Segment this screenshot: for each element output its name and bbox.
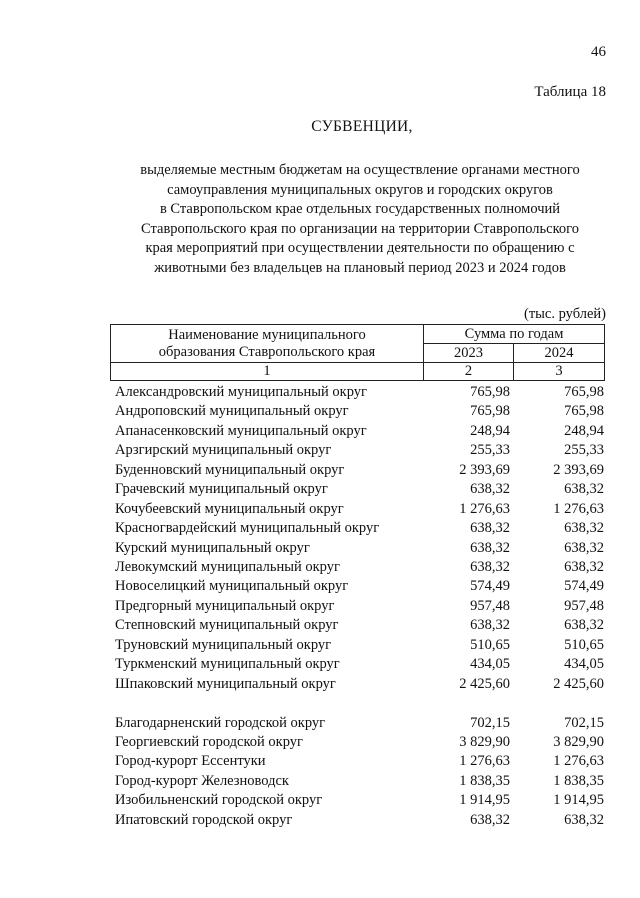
value-2023: 638,32 <box>470 558 510 575</box>
value-2023: 1 914,95 <box>459 792 510 809</box>
table-row <box>115 792 604 811</box>
value-2024: 638,32 <box>564 539 604 556</box>
table-row <box>115 442 604 461</box>
district-name: Грачевский муниципальный округ <box>115 481 328 498</box>
value-2023: 638,32 <box>470 539 510 556</box>
table-row <box>115 540 604 559</box>
table-row <box>115 734 604 753</box>
table-row <box>115 637 604 656</box>
table-row <box>115 578 604 597</box>
value-2024: 638,32 <box>564 520 604 537</box>
value-2024: 2 393,69 <box>553 461 604 478</box>
value-2024: 957,48 <box>564 597 604 614</box>
table-row <box>115 773 604 792</box>
municipal-districts-group <box>115 384 604 695</box>
value-2023: 1 838,35 <box>459 772 510 789</box>
district-name: Красногвардейский муниципальный округ <box>115 520 380 537</box>
value-2024: 2 425,60 <box>553 675 604 692</box>
district-name: Андроповский муниципальный округ <box>115 403 349 420</box>
value-2023: 1 276,63 <box>459 500 510 517</box>
table-row <box>115 423 604 442</box>
district-name: Георгиевский городской округ <box>115 733 303 750</box>
value-2024: 765,98 <box>564 384 604 400</box>
document-title: СУБВЕНЦИИ, <box>311 118 413 135</box>
district-name: Александровский муниципальный округ <box>115 384 367 400</box>
table-header <box>110 324 605 381</box>
table-row <box>115 384 604 403</box>
header-year-2024: 2024 <box>514 344 605 363</box>
subtitle-line: самоуправления муниципальных округов и городских округов <box>167 181 553 198</box>
table-row <box>115 520 604 539</box>
table-row <box>115 715 604 734</box>
district-name: Апанасенковский муниципальный округ <box>115 422 367 439</box>
table-row <box>115 753 604 772</box>
value-2023: 1 276,63 <box>459 753 510 770</box>
subtitle-line: выделяемые местным бюджетам на осуществление органами местного <box>140 162 580 178</box>
table-row <box>115 462 604 481</box>
district-name: Туркменский муниципальный округ <box>115 656 340 673</box>
header-col-number: 3 <box>514 363 605 381</box>
value-2023: 638,32 <box>470 520 510 537</box>
group-spacer <box>115 695 604 715</box>
value-2024: 1 838,35 <box>553 772 604 789</box>
district-name: Новоселицкий муниципальный округ <box>115 578 349 595</box>
district-name: Город-курорт Железноводск <box>115 772 289 789</box>
district-name: Труновский муниципальный округ <box>115 636 332 653</box>
value-2024: 702,15 <box>564 714 604 731</box>
table-row <box>115 598 604 617</box>
district-name: Предгорный муниципальный округ <box>115 597 335 614</box>
table-row <box>115 403 604 422</box>
district-name: Буденновский муниципальный округ <box>115 461 345 478</box>
table-row <box>115 676 604 695</box>
value-2023: 638,32 <box>470 811 510 828</box>
header-sum-by-years: Сумма по годам <box>424 325 605 344</box>
district-name: Курский муниципальный округ <box>115 539 310 556</box>
district-name: Город-курорт Ессентуки <box>115 753 266 770</box>
city-districts-group <box>115 715 604 832</box>
header-name-cell <box>111 325 424 363</box>
value-2024: 638,32 <box>564 481 604 498</box>
value-2023: 2 425,60 <box>459 675 510 692</box>
value-2023: 638,32 <box>470 617 510 634</box>
table-row <box>115 812 604 831</box>
value-2024: 638,32 <box>564 558 604 575</box>
header-year-2023: 2023 <box>424 344 514 363</box>
table-row <box>115 656 604 675</box>
district-name: Шпаковский муниципальный округ <box>115 675 336 692</box>
value-2024: 638,32 <box>564 811 604 828</box>
table-label: Таблица 18 <box>534 84 606 100</box>
table-body <box>115 384 604 831</box>
value-2023: 434,05 <box>470 656 510 673</box>
subtitle-line: в Ставропольском крае отдельных государственных полномочий <box>159 201 561 218</box>
value-2023: 2 393,69 <box>459 461 510 478</box>
value-2024: 255,33 <box>564 442 604 459</box>
value-2023: 255,33 <box>470 442 510 459</box>
subtitle-line: края мероприятий при осуществлении деятельности по обращению с <box>145 240 575 257</box>
units-label: (тыс. рублей) <box>524 306 606 322</box>
value-2023: 510,65 <box>470 636 510 653</box>
value-2023: 702,15 <box>470 714 510 731</box>
value-2024: 510,65 <box>564 636 604 653</box>
value-2024: 3 829,90 <box>553 733 604 750</box>
value-2023: 574,49 <box>470 578 510 595</box>
header-col-number: 2 <box>424 363 514 381</box>
value-2023: 638,32 <box>470 481 510 498</box>
district-name: Степновский муниципальный округ <box>115 617 339 634</box>
district-name: Благодарненский городской округ <box>115 714 326 731</box>
value-2024: 434,05 <box>564 656 604 673</box>
subtitle-line: Ставропольского края по организации на территории Ставропольского <box>141 220 579 237</box>
value-2023: 765,98 <box>470 384 510 400</box>
table-row <box>115 559 604 578</box>
value-2024: 1 914,95 <box>553 792 604 809</box>
value-2023: 957,48 <box>470 597 510 614</box>
header-col-number: 1 <box>111 363 424 381</box>
value-2024: 638,32 <box>564 617 604 634</box>
header-name-line1: Наименование муниципального <box>168 326 366 343</box>
table-row <box>115 501 604 520</box>
header-name-line2: образования Ставропольского края <box>158 343 376 360</box>
district-name: Изобильненский городской округ <box>115 792 323 809</box>
page-number: 46 <box>591 44 606 60</box>
value-2024: 574,49 <box>564 578 604 595</box>
value-2024: 1 276,63 <box>553 500 604 517</box>
district-name: Ипатовский городской округ <box>115 811 293 828</box>
table-row <box>115 617 604 636</box>
value-2024: 1 276,63 <box>553 753 604 770</box>
value-2023: 765,98 <box>470 403 510 420</box>
value-2024: 765,98 <box>564 403 604 420</box>
table-row <box>115 481 604 500</box>
value-2023: 248,94 <box>470 422 510 439</box>
document-subtitle <box>110 161 610 279</box>
value-2023: 3 829,90 <box>459 733 510 750</box>
district-name: Арзгирский муниципальный округ <box>115 442 332 459</box>
value-2024: 248,94 <box>564 422 604 439</box>
district-name: Кочубеевский муниципальный округ <box>115 500 344 517</box>
district-name: Левокумский муниципальный округ <box>115 558 340 575</box>
subtitle-line: животными без владельцев на плановый период 2023 и 2024 годов <box>154 259 566 276</box>
